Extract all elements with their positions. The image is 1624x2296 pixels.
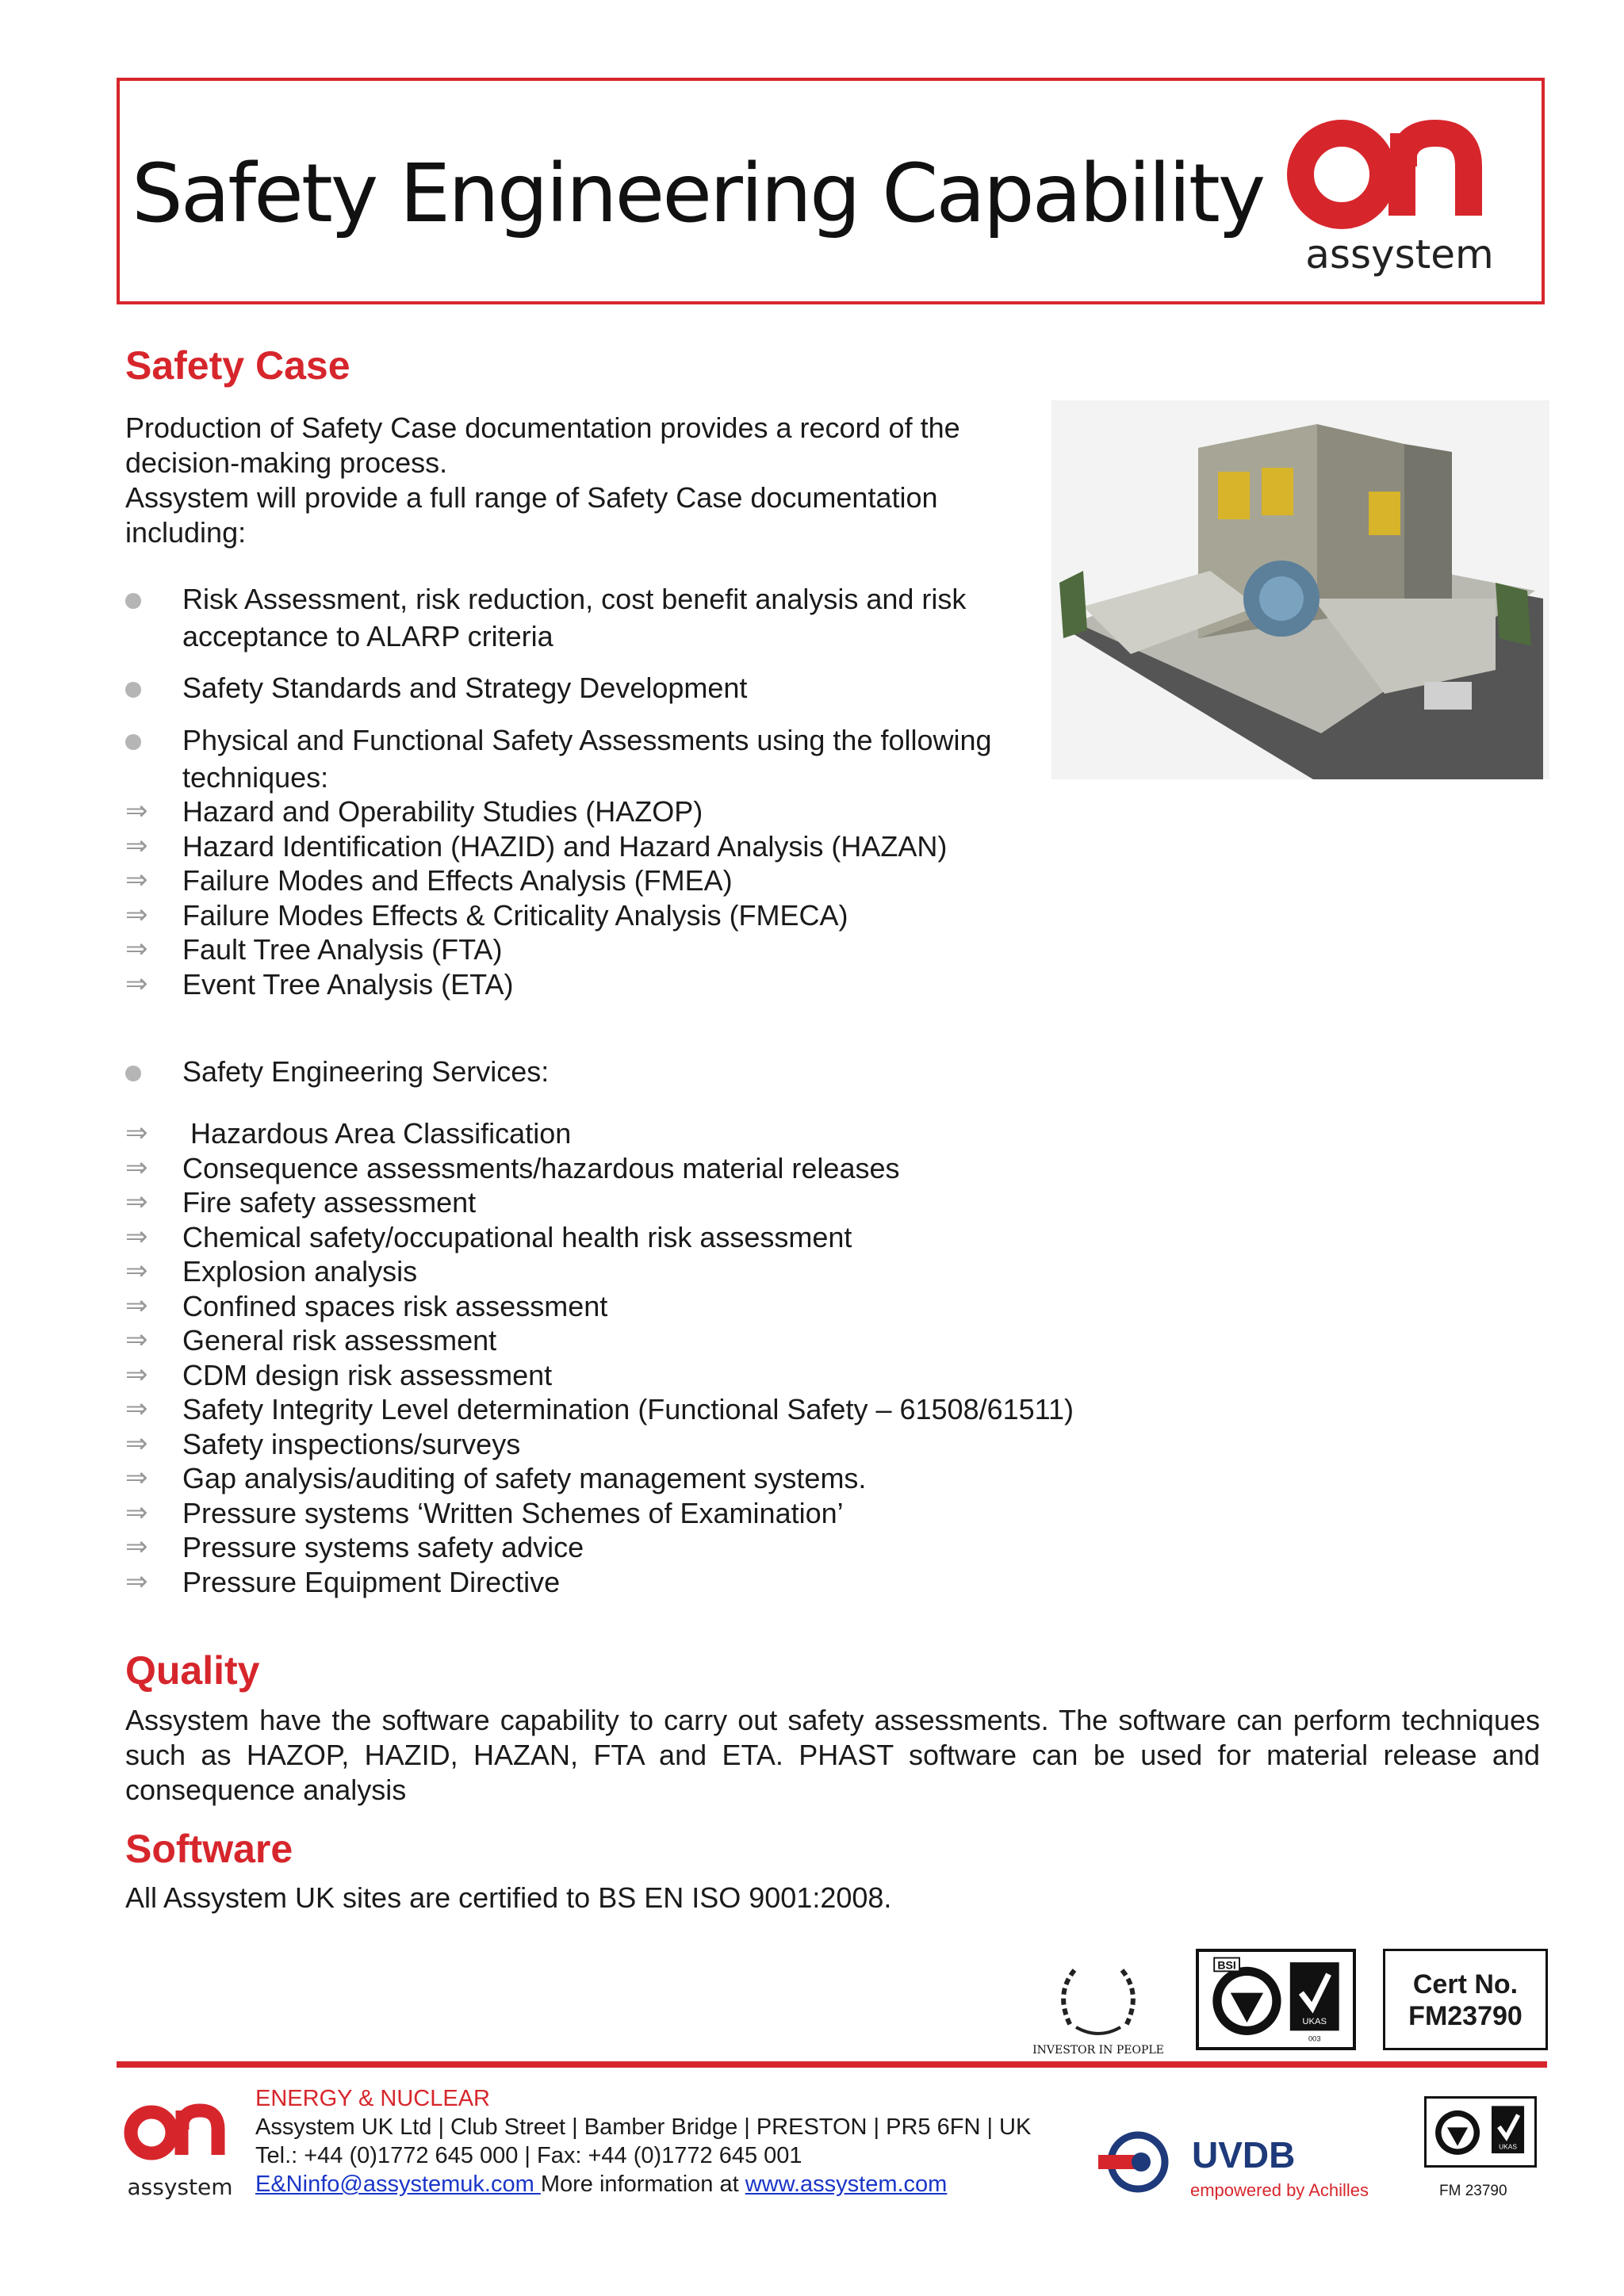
arrow-right-icon: ⇒ [125,1151,148,1184]
arrow-right-icon: ⇒ [125,1531,148,1563]
arrow-list-text: Failure Modes Effects & Criticality Analysis (FMECA) [182,898,848,932]
website-link[interactable]: www.assystem.com [745,2172,948,2197]
uvdb-sub: empowered by Achilles [1190,2180,1369,2200]
arrow-list-text: Safety inspections/surveys [182,1427,521,1460]
bullet-text: acceptance to ALARP criteria [182,620,553,652]
small-cert-number: FM 23790 [1439,2183,1507,2199]
cert-line-2: FM23790 [1408,2001,1522,2031]
ukas-label: UKAS [1302,2016,1327,2026]
arrow-list-text: Hazard and Operability Studies (HAZOP) [182,795,703,828]
bullet-text: techniques: [182,761,329,794]
page-title: Safety Engineering Capability [132,147,1264,241]
bullet-dot-icon [125,1066,141,1081]
bullet-text: Physical and Functional Safety Assessments using the following [182,724,992,756]
arrow-right-icon: ⇒ [125,1393,148,1425]
bullet-dot-icon [125,682,141,698]
bullet-dot-icon [125,734,141,750]
cert-number-box [1383,1949,1548,2050]
footer-logo-text: assystem [127,2174,233,2200]
arrow-list-text: Chemical safety/occupational health risk assessment [182,1220,852,1253]
arrow-right-icon: ⇒ [125,795,148,827]
arrow-list-text: Pressure systems ‘Written Schemes of Examination’ [182,1496,844,1529]
arrow-list-text: Explosion analysis [182,1255,418,1288]
arrow-right-icon: ⇒ [125,1427,148,1460]
arrow-list-text: CDM design risk assessment [182,1358,553,1391]
footer-division: ENERGY & NUCLEAR [255,2086,490,2111]
section-heading-software: Software [125,1827,293,1871]
arrow-right-icon: ⇒ [125,1324,148,1356]
arrow-right-icon: ⇒ [125,1186,148,1218]
bullet-text: Safety Standards and Strategy Development [182,672,748,704]
footer-rule [117,2061,1547,2068]
arrow-right-icon: ⇒ [125,1255,148,1287]
bsi-label: BSI [1217,1958,1236,1972]
bsi-ukas-logo [1196,1949,1356,2050]
investor-in-people-logo [1027,1954,1170,2057]
arrow-list-text: Safety Integrity Level determination (Functional Safety – 61508/61511) [182,1393,1074,1425]
bullet-dot-icon [125,593,141,609]
arrow-list-text: Pressure Equipment Directive [182,1565,561,1598]
arrow-right-icon: ⇒ [125,829,148,862]
footer-phone: Tel.: +44 (0)1772 645 000 | Fax: +44 (0)1772 645 001 [255,2143,802,2168]
section-heading-quality: Quality [125,1648,260,1693]
bullet-text: Risk Assessment, risk reduction, cost benefit analysis and risk [182,583,967,615]
uvdb-title: UVDB [1192,2134,1296,2175]
arrow-list-text: Fire safety assessment [182,1186,477,1219]
arrow-list-text: General risk assessment [182,1324,497,1357]
arrow-list-text: Hazardous Area Classification [182,1117,572,1150]
assystem-logo [1285,119,1515,277]
ukas-sub: 003 [1308,2034,1321,2043]
plant-illustration [1051,400,1549,779]
arrow-list-text: Pressure systems safety advice [182,1531,584,1563]
more-info-text: More information at [540,2172,745,2197]
arrow-right-icon: ⇒ [125,1565,148,1598]
email-link[interactable]: E&Ninfo@assystemuk.com [255,2172,541,2197]
bsi-ukas-small-logo [1424,2096,1537,2168]
intro-line: decision-making process. [125,446,448,479]
arrow-right-icon: ⇒ [125,864,148,896]
arrow-right-icon: ⇒ [125,1220,148,1253]
software-text: All Assystem UK sites are certified to BS EN ISO 9001:2008. [125,1881,892,1914]
arrow-list-text: Confined spaces risk assessment [182,1289,608,1322]
arrow-right-icon: ⇒ [125,1117,148,1149]
arrow-list-text: Event Tree Analysis (ETA) [182,967,514,1001]
arrow-right-icon: ⇒ [125,898,148,931]
cert-line-1: Cert No. [1412,1969,1519,1999]
arrow-list-text: Consequence assessments/hazardous material releases [182,1151,900,1184]
iip-label: INVESTOR IN PEOPLE [1032,2044,1164,2057]
arrow-right-icon: ⇒ [125,1289,148,1322]
assystem-footer-logo [123,2101,238,2200]
bullet-text: Safety Engineering Services: [182,1055,550,1088]
arrow-list-text: Fault Tree Analysis (FTA) [182,933,503,966]
safety-case-intro [125,411,960,550]
logo-text: assystem [1305,232,1494,277]
quality-text: Assystem have the software capability to carry out safety assessments. The software can perform techniques such as HAZOP, HAZID, HAZAN, FTA and ETA. PHAST software can be used for material release and consequence analysis [125,1704,1540,1806]
arrow-right-icon: ⇒ [125,1496,148,1529]
arrow-right-icon: ⇒ [125,933,148,965]
footer-contact [255,2171,947,2198]
arrow-list-text: Gap analysis/auditing of safety management systems. [182,1462,867,1494]
arrow-right-icon: ⇒ [125,1358,148,1391]
intro-line: Production of Safety Case documentation provides a record of the [125,411,960,444]
arrow-list-text: Failure Modes and Effects Analysis (FMEA) [182,864,733,897]
section-heading-safety-case: Safety Case [125,343,350,388]
uvdb-logo [1098,2126,1392,2202]
footer-address: Assystem UK Ltd | Club Street | Bamber Bridge | PRESTON | PR5 6FN | UK [255,2114,1032,2140]
ukas-small-label: UKAS [1499,2142,1517,2151]
arrow-right-icon: ⇒ [125,967,148,1000]
intro-line: including: [125,516,247,549]
arrow-list-text: Hazard Identification (HAZID) and Hazard Analysis (HAZAN) [182,829,948,863]
intro-line: Assystem will provide a full range of Safety Case documentation [125,481,938,514]
arrow-right-icon: ⇒ [125,1462,148,1494]
